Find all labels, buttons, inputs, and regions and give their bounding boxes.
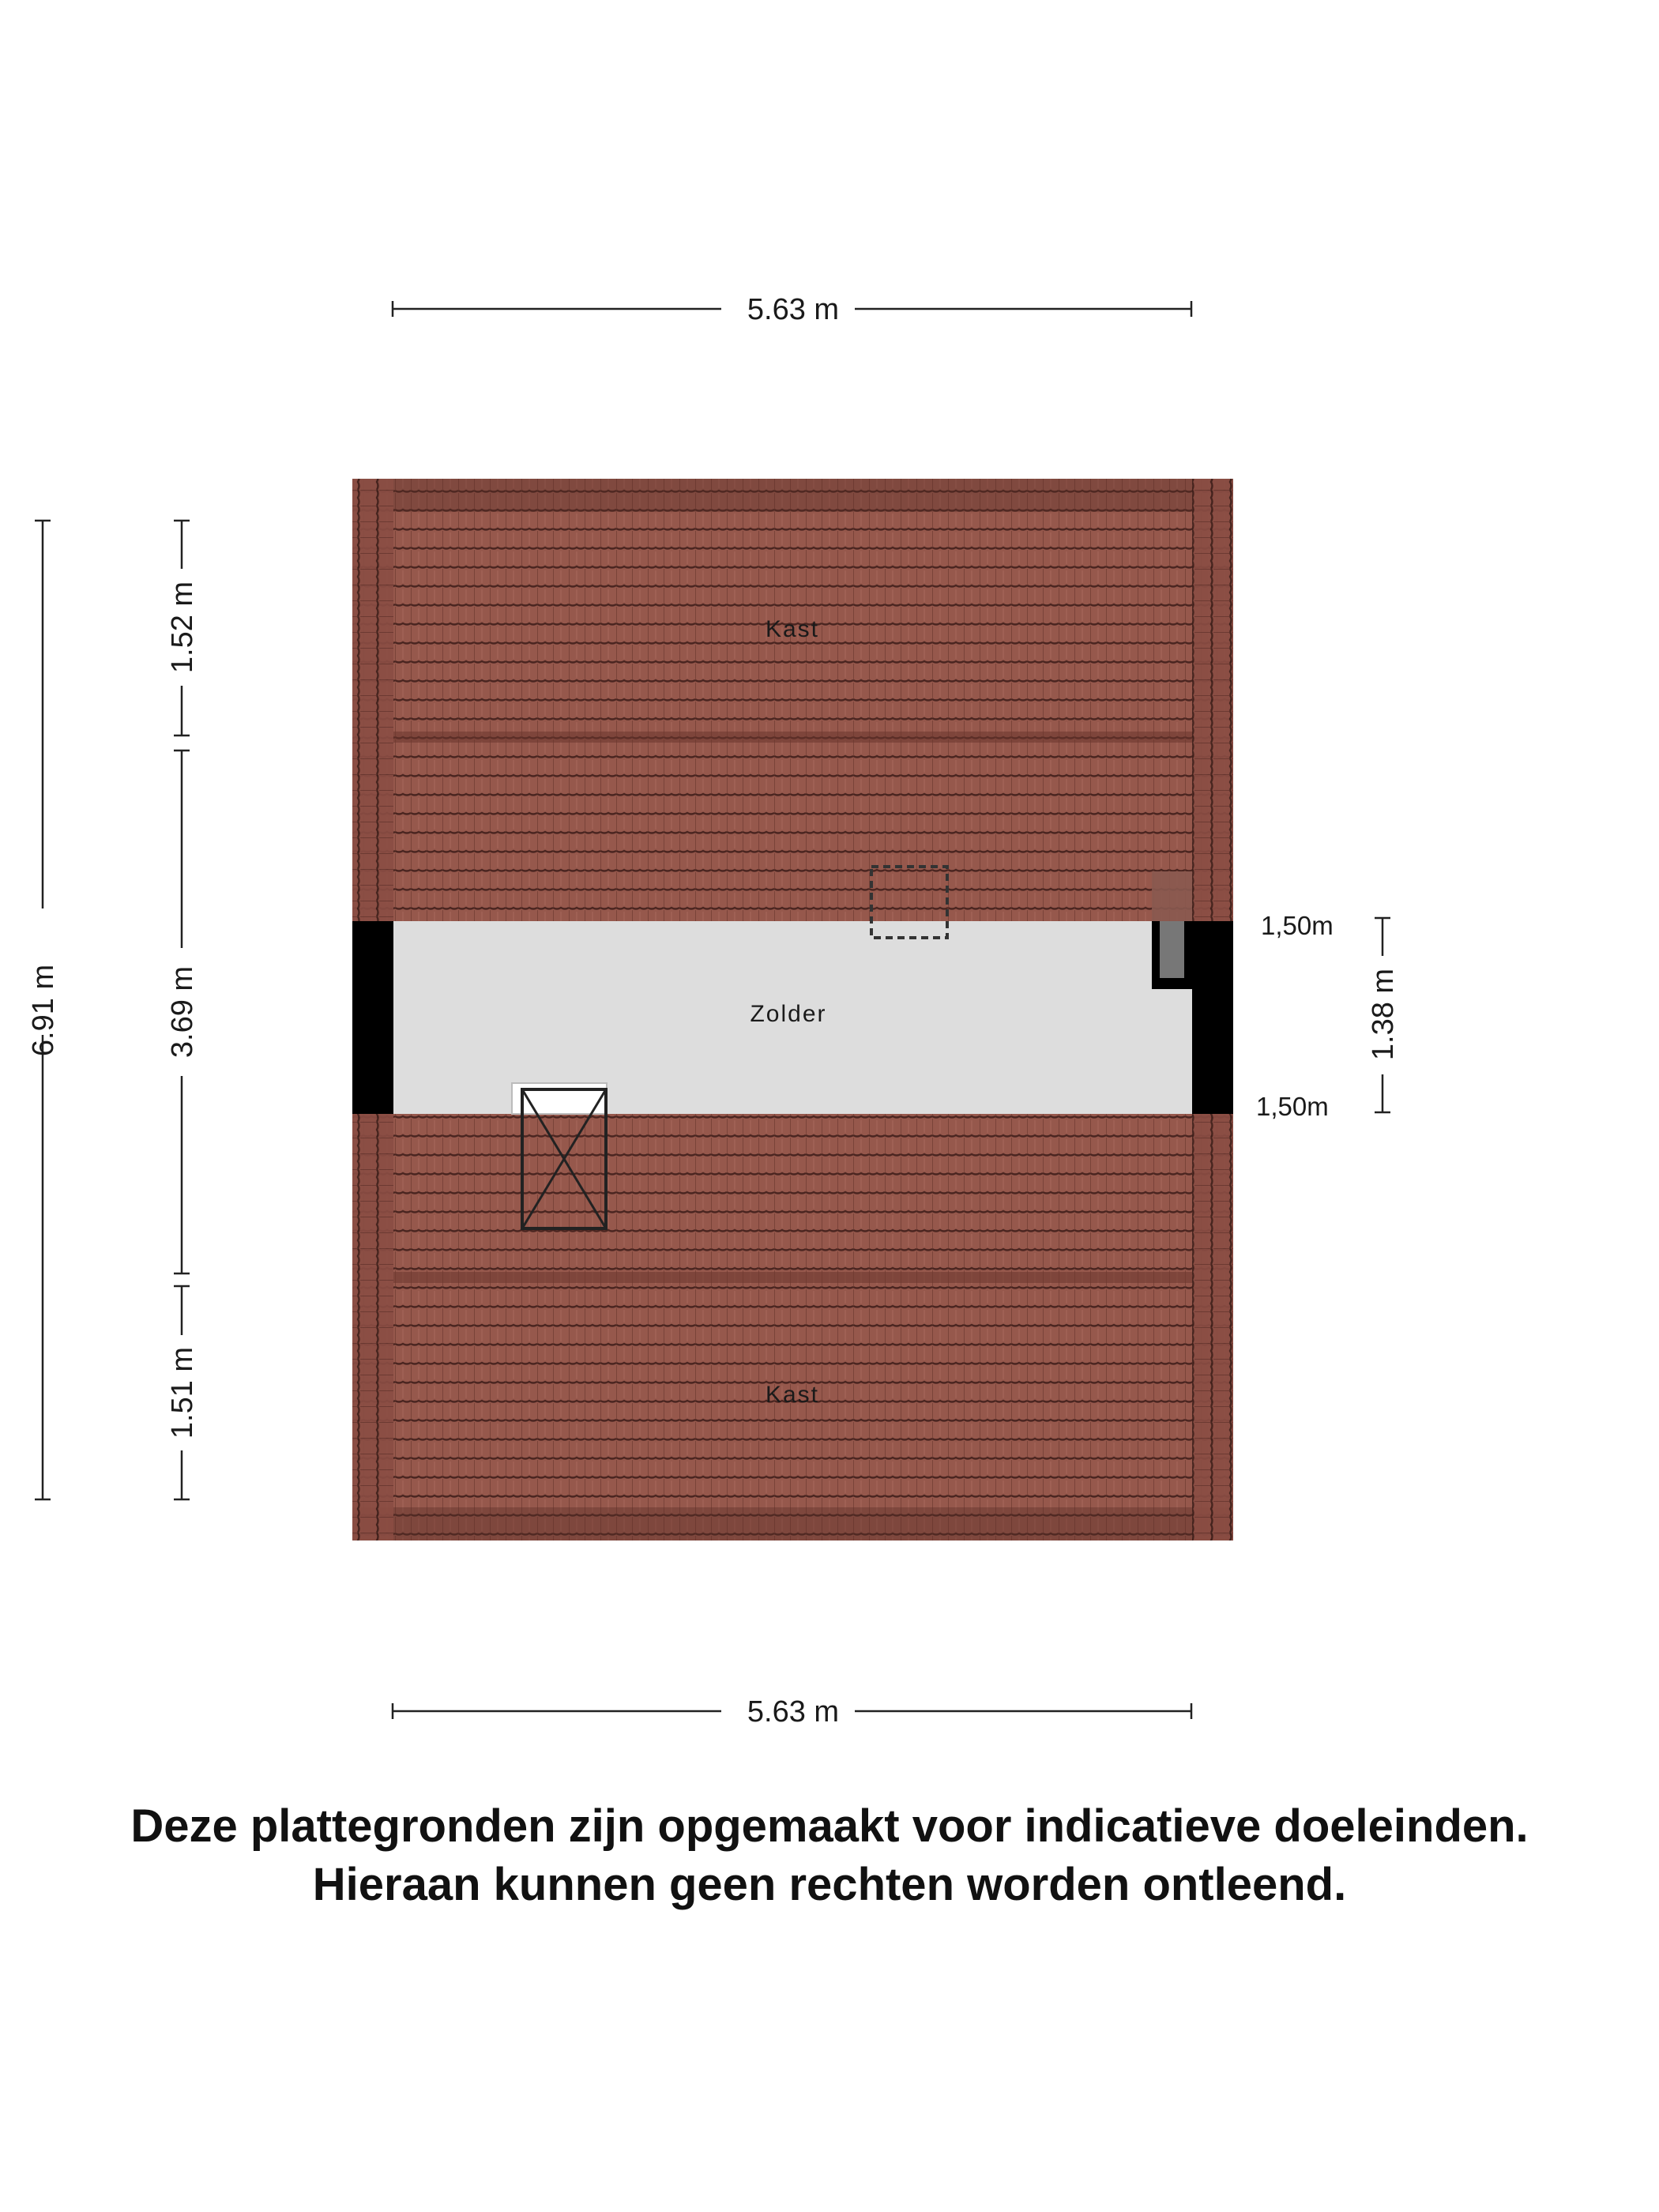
room-label-top: Kast: [765, 616, 820, 642]
bottom-width-label: 5.63 m: [747, 1695, 840, 1729]
roof-tiles-top: [352, 479, 1233, 921]
top-width-label: 5.63 m: [747, 293, 840, 326]
segment-top-label: 1.52 m: [166, 581, 199, 674]
ceiling-height-lower: 1,50m: [1256, 1092, 1329, 1121]
room-label-bottom: Kast: [765, 1382, 820, 1408]
segment-middle-label: 3.69 m: [166, 965, 199, 1059]
wall-right: [1192, 921, 1233, 1114]
wall-left: [352, 921, 393, 1114]
top-width-dimension: [393, 293, 1191, 326]
segment-dimensions: [166, 521, 199, 1499]
attic-width-label: 1.38 m: [1367, 968, 1400, 1061]
disclaimer-line-2: Hieraan kunnen geen rechten worden ontleend.: [312, 1859, 1347, 1910]
attic-width-dimension: [1367, 918, 1400, 1112]
bottom-width-dimension: [393, 1695, 1191, 1729]
disclaimer-line-1: Deze plattegronden zijn opgemaakt voor indicatieve doeleinden.: [130, 1800, 1529, 1852]
ceiling-height-upper: 1,50m: [1261, 911, 1334, 940]
total-depth-label: 6.91 m: [27, 964, 60, 1057]
segment-bottom-label: 1.51 m: [166, 1346, 199, 1439]
total-depth-dimension: [27, 521, 60, 1499]
room-label-middle: Zolder: [750, 1001, 827, 1027]
roof-tiles-bottom: [352, 1114, 1233, 1540]
